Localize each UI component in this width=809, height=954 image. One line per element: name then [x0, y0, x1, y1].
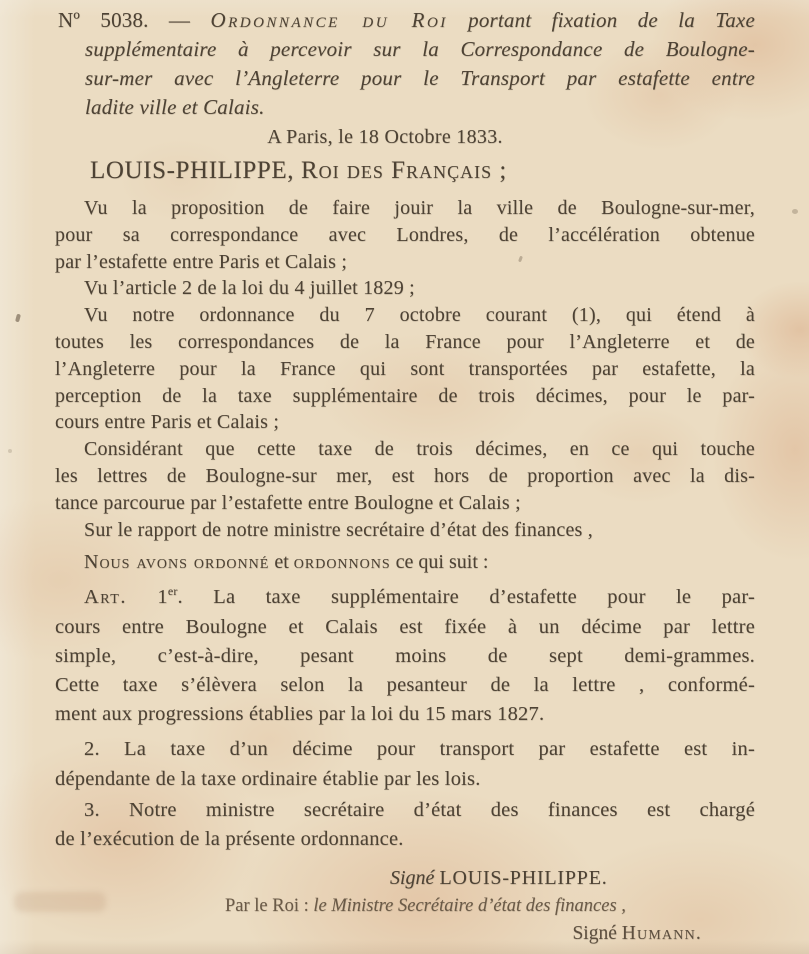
king-title: Roi des Français ; [301, 157, 508, 184]
text-line: de l’exécution de la présente ordonnance. [55, 827, 404, 850]
scan-speck [8, 449, 12, 453]
scan-speck [792, 209, 798, 214]
text-line: Vu la proposition de faire jouir la ville de Boulogne-sur-mer, [84, 197, 755, 219]
text-line: ment aux progressions établies par la loi du 15 mars 1827. [55, 703, 545, 726]
ordinal-superscript: er [167, 584, 178, 599]
signe-label: Signé [572, 923, 622, 945]
headnote-line [58, 6, 755, 35]
text-line: dépendante de la taxe ordinaire établie par les lois. [55, 767, 481, 790]
article-label: Art. [84, 586, 127, 609]
recital-paragraph [55, 302, 755, 436]
text-line: Vu notre ordonnance du 7 octobre courant (1), qui étend à [84, 304, 755, 327]
text-line: les lettres de Boulogne-sur mer, est hors de proportion avec la dis- [55, 464, 755, 487]
headnote-line: ladite ville et Calais. [85, 95, 265, 119]
text-line: perception de la taxe supplémentaire de trois décimes, pour le par- [55, 384, 755, 407]
royal-salutation [90, 156, 755, 186]
articles-section [55, 583, 755, 854]
decree-formula [55, 549, 755, 576]
recital-paragraph [55, 195, 755, 275]
text-line: Vu l’article 2 de la loi du 4 juillet 1829 ; [84, 277, 415, 300]
scan-smudge [14, 892, 106, 912]
recital-paragraph [55, 517, 755, 544]
king-name: LOUIS-PHILIPPE, [90, 157, 301, 184]
decree-text: ce qui suit : [390, 551, 489, 574]
minister-signature-name: Humann. [621, 923, 702, 945]
ordinance-number: Nº 5038. — [58, 8, 211, 32]
article-3 [55, 796, 755, 854]
text-line: tance parcourue par l’estafette entre Boulogne et Calais ; [55, 491, 521, 514]
article-number: 1 [126, 586, 168, 609]
article-1 [55, 583, 755, 729]
article-text: . La taxe supplémentaire d’estafette pour le par- [177, 586, 755, 609]
text-line: pour sa correspondance avec Londres, de l’accélération obtenue [55, 223, 755, 246]
text-line: Cette taxe s’élèvera selon la pesanteur de la lettre , conformé- [55, 673, 755, 696]
text-line [55, 583, 755, 612]
text-line: cours entre Paris et Calais ; [55, 411, 280, 434]
recital-paragraph [55, 436, 755, 516]
king-signature-name: LOUIS-PHILIPPE. [439, 867, 608, 890]
king-signature-line [390, 864, 755, 892]
scan-speck [15, 314, 21, 323]
text-line: 2. La taxe d’un décime pour transport par estafette est in- [84, 738, 755, 761]
headnote-line: supplémentaire à percevoir sur la Correspondance de Boulogne- [85, 37, 755, 61]
decree-smallcaps: ordonnons [293, 551, 391, 574]
ordinance-headnote [55, 0, 755, 122]
minister-title: le Ministre Secrétaire d’état des finances , [313, 896, 626, 917]
headnote-text: portant fixation de la Taxe [447, 8, 755, 32]
text-line: 3. Notre ministre secrétaire d’état des finances est chargé [84, 798, 755, 821]
text-line: toutes les correspondances de la France pour l’Angleterre et de [55, 330, 755, 353]
recitals-section [55, 195, 755, 543]
ordinance-title-caps: Ordonnance du Roi [210, 8, 448, 32]
countersignature-byline [225, 892, 755, 920]
text-line: Sur le rapport de notre ministre secrétaire d’état des finances , [84, 518, 593, 541]
article-2 [55, 735, 755, 793]
text-line: simple, c’est-à-dire, pesant moins de sept demi-grammes. [55, 644, 755, 667]
text-line: Considérant que cette taxe de trois décimes, en ce qui touche [84, 438, 755, 461]
text-line: par l’estafette entre Paris et Calais ; [55, 250, 348, 273]
recital-paragraph [55, 275, 755, 302]
text-line: l’Angleterre pour la France qui sont transportées par estafette, la [55, 357, 755, 380]
decree-text: et [269, 551, 294, 574]
signature-block [55, 864, 755, 948]
signe-label: Signé [390, 867, 440, 890]
byline-prefix: Par le Roi : [225, 896, 314, 917]
decree-smallcaps: Nous avons ordonné [84, 551, 270, 574]
dateline: A Paris, le 18 Octobre 1833. [267, 126, 503, 148]
text-line: cours entre Boulogne et Calais est fixée à un décime par lettre [55, 615, 755, 638]
document-text-block [55, 0, 755, 948]
headnote-line: sur-mer avec l’Angleterre pour le Transport par estafette entre [85, 66, 755, 90]
minister-signature-line [55, 920, 702, 948]
